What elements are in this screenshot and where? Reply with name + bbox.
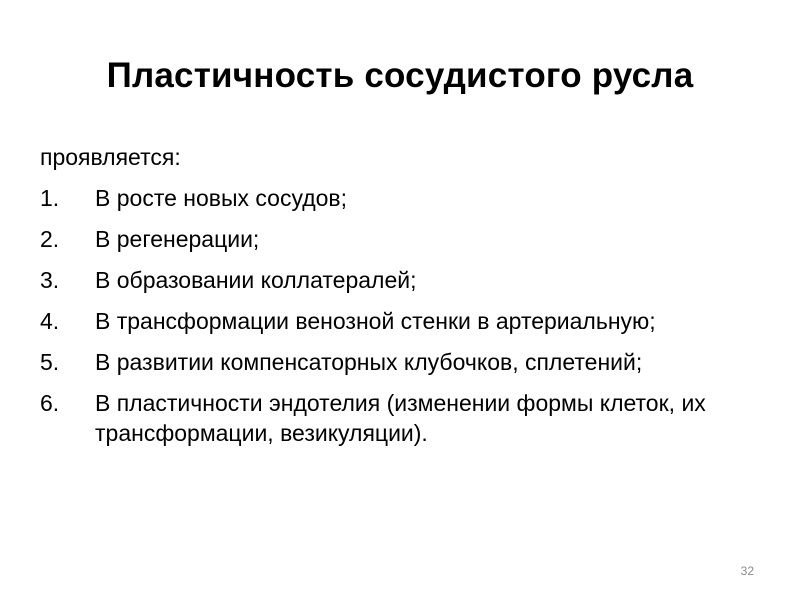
list-item xyxy=(40,183,740,213)
list-item-number: 6. xyxy=(40,390,60,416)
page-number: 32 xyxy=(740,564,754,578)
list-item-number: 5. xyxy=(40,349,60,375)
list-item xyxy=(40,388,740,448)
numbered-list xyxy=(40,183,740,448)
list-item xyxy=(40,265,740,295)
list-item-text: В росте новых сосудов; xyxy=(95,185,348,211)
slide-body xyxy=(40,142,740,459)
list-item xyxy=(40,347,740,377)
list-item-number: 3. xyxy=(40,267,60,293)
slide-title: Пластичность сосудистого русла xyxy=(106,56,694,95)
list-item-text: В трансформации венозной стенки в артериальную; xyxy=(95,308,656,334)
list-item-text: В развитии компенсаторных клубочков, сплетений; xyxy=(95,349,643,375)
list-item-number: 1. xyxy=(40,185,60,211)
list-item-text: В пластичности эндотелия (изменении формы клеток, их трансформации, везикуляции). xyxy=(95,390,706,446)
list-item xyxy=(40,306,740,336)
list-item-text: В регенерации; xyxy=(95,226,260,252)
intro-text: проявляется: xyxy=(40,144,181,170)
list-item-number: 4. xyxy=(40,308,60,334)
list-item-text: В образовании коллатералей; xyxy=(95,267,417,293)
list-item xyxy=(40,224,740,254)
list-item-number: 2. xyxy=(40,226,60,252)
